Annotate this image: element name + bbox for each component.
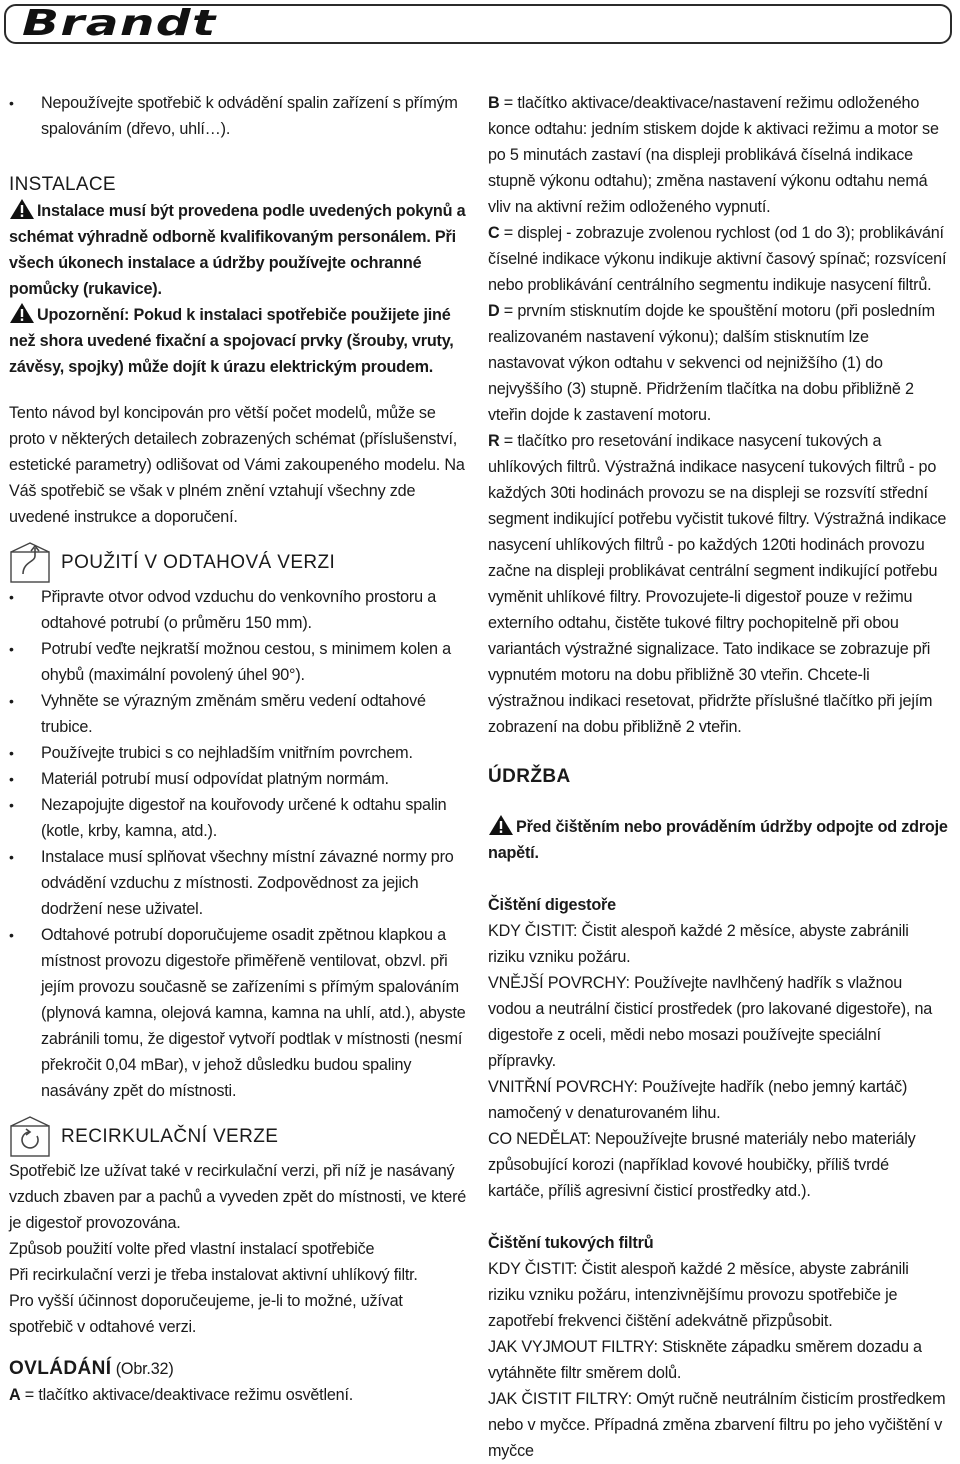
warning-icon <box>488 814 514 836</box>
section-title-instalace: INSTALACE <box>9 174 116 195</box>
recirculation-mode-icon <box>9 1116 53 1158</box>
list-item: • Nepoužívejte spotřebič k odvádění spalin zařízení s přímým spalováním (dřevo, uhlí…). <box>9 90 467 142</box>
warning-udrzba: Před čištěním nebo prováděním údržby odpojte od zdroje napětí. <box>488 814 948 866</box>
brand-logo: Brandt <box>22 3 217 44</box>
warning-icon <box>9 302 35 324</box>
control-a: A = tlačítko aktivace/deaktivace režimu osvětlení. <box>9 1386 354 1404</box>
filtry-line: JAK ČISTIT FILTRY: Omýt ručně neutrálním čisticím prostředkem nebo v myčce. Případná změna zbarvení filtru po jeho vyčištění v myčce <box>488 1390 946 1460</box>
cisteni-line: VNITŘNÍ POVRCHY: Používejte hadřík (nebo jemný kartáč) namočený v denaturovaném lihu. <box>488 1078 908 1122</box>
recirk-line: Při recirkulační verzi je třeba instalovat aktivní uhlíkový filtr. <box>9 1266 418 1284</box>
section-title-ovladani: OVLÁDÁNÍ (Obr.32) <box>9 1358 174 1379</box>
control-r: R = tlačítko pro resetování indikace nasycení tukových a uhlíkových filtrů. Výstražná indikace nasycení tukových filtrů - po každých 30ti hodinách provozu se na displeji se rozsvítí střední segment indikující potřebu vyčistit tukové filtry. Výstražná indikace nasycení uhlíkových filtrů - po každých 120ti hodinách provozu začne na displeji problikávat centrální segment indikující potřebu vyměnit uhlíkové filtry. Provozujete-li digestoř pouze v režimu externího odtahu, čistěte tukové filtry pochopitelně při obou variantách výstražné signalizace. Tato indikace se zobrazuje při vypnutém motoru na dobu přibližně 30 vteřin. Chcete-li výstražnou indikaci resetovat, přidržte příslušné tlačítko při jejím zobrazení na dobu přibližně 2 vteřin. <box>488 432 947 736</box>
filtry-line: JAK VYJMOUT FILTRY: Stiskněte západku směrem dozadu a vytáhněte filtr směrem dolů. <box>488 1338 922 1382</box>
list-item: • Odtahové potrubí doporučujeme osadit zpětnou klapkou a místnost provozu digestoře přiměřeně ventilovat, obzvl. při jejím provozu současně se zařízeními s přímým spalováním (plynová kamna, olejová kamna, kamna na uhlí, atd.), abyste zabránili tomu, že digestoř vytvoří podtlak v místnosti (nesmí překročit 0,04 mBar), v jehož důsledku budou spaliny nasávány zpět do místnosti. <box>9 922 467 1104</box>
list-item: • Instalace musí splňovat všechny místní závazné normy pro odvádění vzduchu z místnosti. Zodpovědnost za jejich dodržení nese uživatel. <box>9 844 467 922</box>
recirk-line: Spotřebič lze užívat také v recirkulační verzi, při níž je nasávaný vzduch zbaven par a pachů a vyveden zpět do místnosti, ve které je digestoř provozována. <box>9 1162 467 1232</box>
recirk-line: Způsob použití volte před vlastní instalací spotřebiče <box>9 1240 375 1258</box>
warning-icon <box>9 198 35 220</box>
subsection-title-filtry: Čištění tukových filtrů <box>488 1234 654 1252</box>
section-title-odtah: POUŽITÍ V ODTAHOVÁ VERZI <box>9 542 467 584</box>
control-d: D = prvním stisknutím dojde ke spouštění motoru (při posledním realizovaném nastavení výkonu); dalším stisknutím lze nastavovat výkon odtahu v sekvenci od nejnižšího (1) do nejvyššího (3) stupně. Přidržením tlačítka na dobu přibližně 2 vteřin dojde k zastavení motoru. <box>488 302 935 424</box>
recirk-line: Pro vyšší účinnost doporučeujeme, je-li to možné, užívat spotřebič v odtahové verzi. <box>9 1292 403 1336</box>
list-item: • Používejte trubici s co nejhladším vnitřním povrchem. <box>9 740 467 766</box>
warning-instalace-2: Upozornění: Pokud k instalaci spotřebiče použijete jiné než shora uvedené fixační a spojovací prvky (šrouby, vruty, závěsy, spojky) může dojít k úrazu elektrickým proudem. <box>9 302 467 380</box>
warning-instalace-1: Instalace musí být provedena podle uvedených pokynů a schémat výhradně odborně kvalifikovaným personálem. Při všech úkonech instalace a údržby používejte ochranné pomůcky (rukavice). <box>9 198 467 302</box>
cisteni-line: VNĚJŠÍ POVRCHY: Používejte navlhčený hadřík s vlažnou vodou a neutrální čisticí prostředek (pro lakované digestoře), na digestoře z oceli, mědi nebo mosazi používejte speciální přípravky. <box>488 974 933 1070</box>
left-column <box>9 90 467 1408</box>
section-title-recirk: RECIRKULAČNÍ VERZE <box>9 1116 467 1158</box>
exhaust-mode-icon <box>9 542 53 584</box>
list-item: • Nezapojujte digestoř na kouřovody určené k odtahu spalin (kotle, krby, kamna, atd.). <box>9 792 467 844</box>
intro-list <box>9 90 467 142</box>
right-column <box>488 90 948 1464</box>
odtah-list <box>9 584 467 1104</box>
cisteni-line: CO NEDĚLAT: Nepoužívejte brusné materiály nebo materiály způsobující korozi (například kovové houbičky, příliš tvrdé kartáče, příliš agresivní čisticí prostředky atd.). <box>488 1130 916 1200</box>
list-item: • Potrubí veďte nejkratší možnou cestou, s minimem kolen a ohybů (maximální povolený úhel 90°). <box>9 636 467 688</box>
list-item: • Vyhněte se výrazným změnám směru vedení odtahové trubice. <box>9 688 467 740</box>
filtry-line: KDY ČISTIT: Čistit alespoň každé 2 měsíce, abyste zabránili riziku vzniku požáru, intenzivnějšímu provozu spotřebiče je zapotřebí frekvenci čištění adekvátně přizpůsobit. <box>488 1260 909 1330</box>
brand-header-bar <box>4 4 952 44</box>
control-c: C = displej - zobrazuje zvolenou rychlost (od 1 do 3); problikávání číselné indikace výkonu indikuje aktivní časový spínač; rozsvícení nebo problikávání centrálního segmentu indikuje nasycení filtrů. <box>488 224 947 294</box>
intro-paragraph: Tento návod byl koncipován pro větší počet modelů, může se proto v některých detailech zobrazených schémat (příslušenství, estetické parametry) odlišovat od Vámi zakoupeného modelu. Na Váš spotřebič se však v plném znění vztahují všechny zde uvedené instrukce a doporučení. <box>9 404 465 526</box>
subsection-title-cisteni: Čištění digestoře <box>488 896 616 914</box>
list-item: • Připravte otvor odvod vzduchu do venkovního prostoru a odtahové potrubí (o průměru 150 mm). <box>9 584 467 636</box>
section-title-udrzba: ÚDRŽBA <box>488 766 571 787</box>
list-item: • Materiál potrubí musí odpovídat platným normám. <box>9 766 467 792</box>
control-b: B = tlačítko aktivace/deaktivace/nastavení režimu odloženého konce odtahu: jedním stiskem dojde k aktivaci režimu a motor se po 5 minutách zastaví (na displeji problikává číselná indikace stupně výkonu odtahu); změna nastavení výkonu odtahu nemá vliv na aktivní režim odloženého vypnutí. <box>488 94 939 216</box>
cisteni-line: KDY ČISTIT: Čistit alespoň každé 2 měsíce, abyste zabránili riziku vzniku požáru. <box>488 922 909 966</box>
